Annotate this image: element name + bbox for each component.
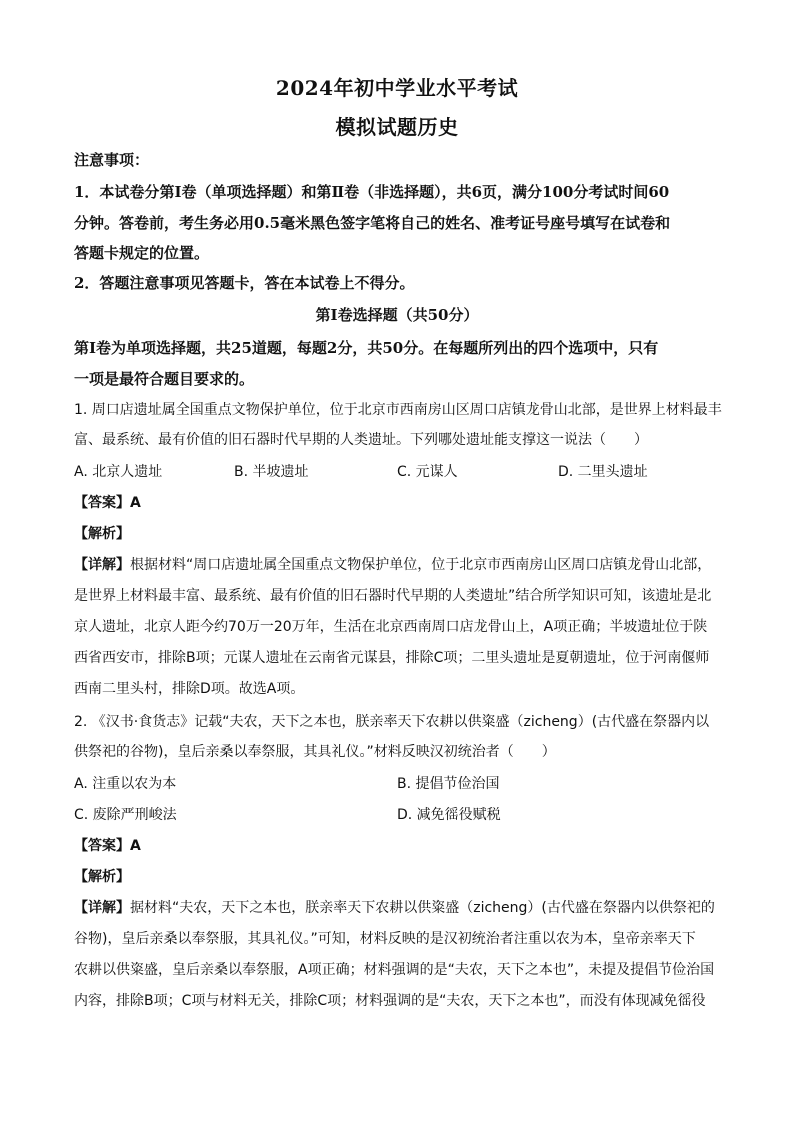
q1-stem-line2: 富、最系统、最有价值的旧石器时代早期的人类遗址。下列哪处遗址能支撑这一说法（ ） [74,432,648,448]
section1-heading: 第Ⅰ卷选择题（共50分） [315,306,479,324]
q1-answer: 【答案】A [74,495,141,511]
q1-detail-line2: 是世界上材料最丰富、最系统、最有价值的旧石器时代早期的人类遗址”结合所学知识可知，该遗址是北 [74,588,712,604]
notice-item1-line3: 答题卡规定的位置。 [74,244,210,262]
q1-option-b: B. 半坡遗址 [234,464,309,480]
q1-stem-line1: 1. 周口店遗址属全国重点文物保护单位，位于北京市西南房山区周口店镇龙骨山北部，是世界上材料最丰 [74,402,722,418]
q1-option-c: C. 元谋人 [397,464,458,480]
q1-detail-line1 [74,550,724,580]
q2-option-d: D. 减免徭役赋税 [397,807,501,823]
exam-subtitle: 模拟试题历史 [335,115,459,139]
q1-analysis-label: 【解析】 [74,526,130,542]
section1-intro-line1: 第Ⅰ卷为单项选择题，共25道题，每题2分，共50分。在每题所列出的四个选项中，只有 [74,339,659,357]
q1-detail-line3: 京人遗址，北京人距今约70万一20万年，生活在北京西南周口店龙骨山上，A项正确；半坡遗址位于陕 [74,619,708,635]
q2-detail-line1 [74,893,724,923]
q2-stem-line1: 2. 《汉书·食货志》记载“夫农，天下之本也，朕亲率天下农耕以供粢盛（zicheng）(古代盛在祭器内以 [74,714,710,730]
q1-option-a: A. 北京人遗址 [74,464,163,480]
section1-intro-line2: 一项是最符合题目要求的。 [74,370,255,388]
q1-detail-line4: 西省西安市，排除B项；元谋人遗址在云南省元谋县，排除C项；二里头遗址是夏朝遗址，位于河南偃师 [74,650,710,666]
q2-answer: 【答案】A [74,838,141,854]
q2-option-c: C. 废除严刑峻法 [74,807,177,823]
q1-detail-tag: 【详解】 [74,557,130,573]
q2-detail-text1: 据材料“夫农，天下之本也，朕亲率天下农耕以供粢盛（zicheng）(古代盛在祭器内以供祭祀的 [130,900,715,916]
exam-title: 2024年初中学业水平考试 [275,76,519,100]
q2-stem-line2: 供祭祀的谷物)，皇后亲桑以奉祭服，其具礼仪。”材料反映汉初统治者（ ） [74,744,556,760]
q1-detail-line5: 西南二里头村，排除D项。故选A项。 [74,681,305,697]
q2-analysis-label: 【解析】 [74,869,130,885]
q2-option-a: A. 注重以农为本 [74,776,177,792]
q1-option-d: D. 二里头遗址 [558,464,648,480]
q2-option-b: B. 提倡节俭治国 [397,776,500,792]
notice-item2: 2．答题注意事项见答题卡，答在本试卷上不得分。 [74,274,415,292]
q2-detail-line4: 内容，排除B项；C项与材料无关，排除C项；材料强调的是“夫农，天下之本也”，而没有体现减免徭役 [74,993,706,1009]
q2-detail-line3: 农耕以供粢盛，皇后亲桑以奉祭服，A项正确；材料强调的是“夫农，天下之本也”，未提及提倡节俭治国 [74,962,715,978]
notice-heading: 注意事项： [74,151,150,169]
q2-detail-line2: 谷物)，皇后亲桑以奉祭服，其具礼仪。”可知，材料反映的是汉初统治者注重以农为本，皇帝亲率天下 [74,931,696,947]
notice-item1-line2: 分钟。答卷前，考生务必用0.5毫米黑色签字笔将自己的姓名、准考证号座号填写在试卷和 [74,214,671,232]
q2-detail-tag: 【详解】 [74,900,130,916]
q1-detail-text1: 根据材料“周口店遗址属全国重点文物保护单位，位于北京市西南房山区周口店镇龙骨山北部， [130,557,712,573]
notice-item1-line1: 1．本试卷分第Ⅰ卷（单项选择题）和第Ⅱ卷（非选择题），共6页，满分100分考试时间60 [74,183,670,201]
